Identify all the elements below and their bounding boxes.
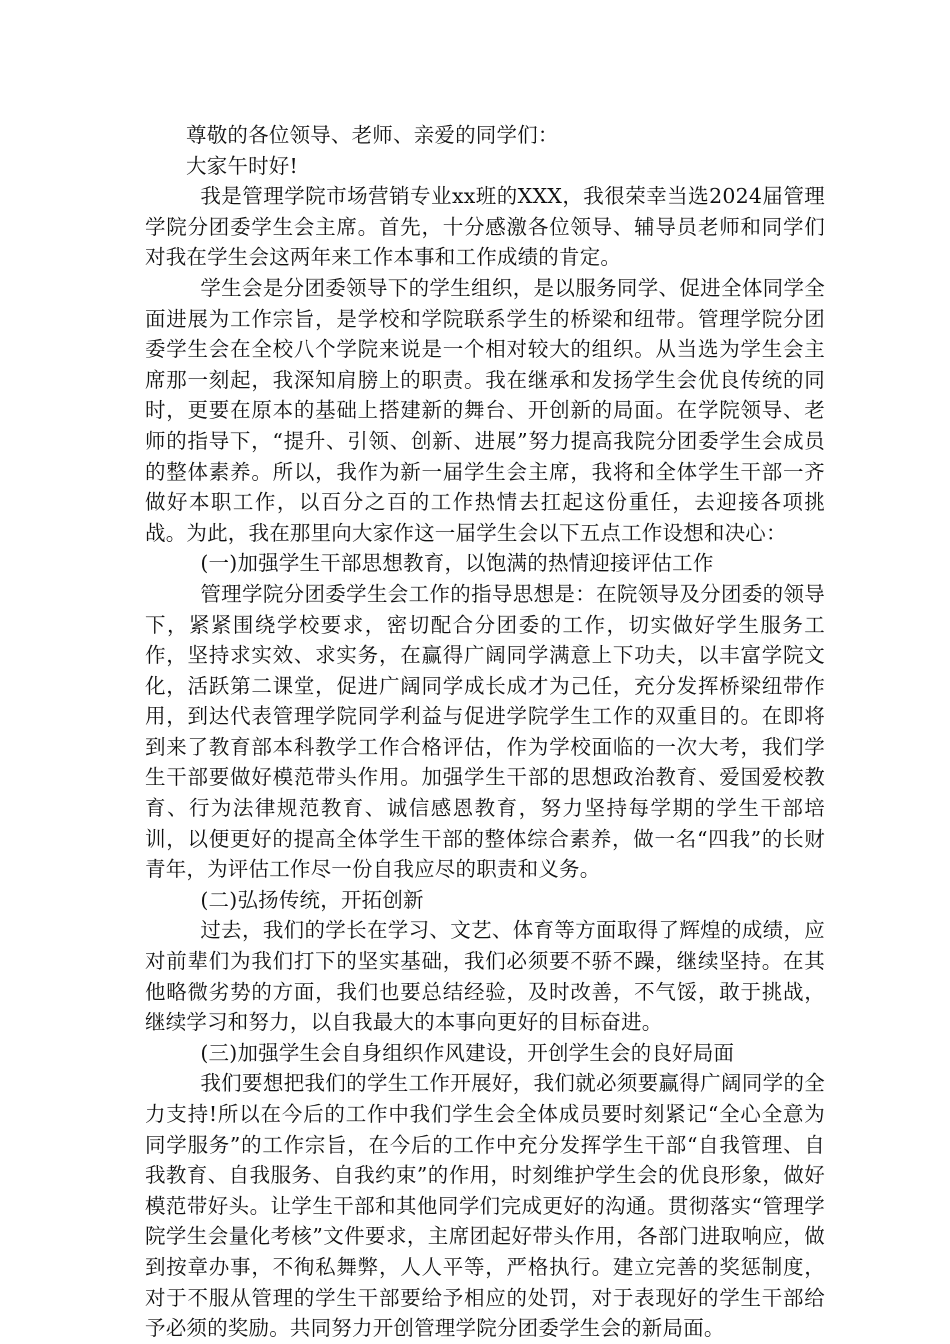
paragraph-organization: 我们要想把我们的学生工作开展好，我们就必须要赢得广阔同学的全力支持!所以在今后的工作中我们学生会全体成员要时刻紧记“全心全意为同学服务”的工作宗旨，在今后的工作中充分发挥学生干部“自我管理、自我教育、自我服务、自我约束”的作用，时刻维护学生会的优良形象，做好模范带好头。让学生干部和其他同学们完成更好的沟通。贯彻落实“管理学院学生会量化考核”文件要求，主席团起好带头作用，各部门进取响应，做到按章办事，不徇私舞弊，人人平等，严格执行。建立完善的奖惩制度，对于不服从管理的学生干部要给予相应的处罚，对于表现好的学生干部给予必须的奖励。共同努力开创管理学院分团委学生会的新局面。	[145, 1071, 825, 1341]
paragraph-student-union: 学生会是分团委领导下的学生组织，是以服务同学、促进全体同学全面进展为工作宗旨，是学校和学院联系学生的桥梁和纽带。管理学院分团委学生会在全校八个学院来说是一个相对较大的组织。从当选为学生会主席那一刻起，我深知肩膀上的职责。我在继承和发扬学生会优良传统的同时，更要在原本的基础上搭建新的舞台、开创新的局面。在学院领导、老师的指导下，“提升、引领、创新、进展”努力提高我院分团委学生会成员的整体素养。所以，我作为新一届学生会主席，我将和全体学生干部一齐做好本职工作，以百分之百的工作热情去扛起这份重任，去迎接各项挑战。为此，我在那里向大家作这一届学生会以下五点工作设想和决心：	[145, 275, 825, 545]
greeting: 大家午时好!	[186, 153, 298, 178]
paragraph-tradition: 过去，我们的学长在学习、文艺、体育等方面取得了辉煌的成绩，应对前辈们为我们打下的坚实基础，我们必须要不骄不躁，继续坚持。在其他略微劣势的方面，我们也要总结经验，及时改善，不气馁，敢于挑战，继续学习和努力，以自我最大的本事向更好的目标奋进。	[145, 918, 825, 1035]
paragraph-intro: 我是管理学院市场营销专业xx班的XXX，我很荣幸当选2024届管理学院分团委学生会主席。首先，十分感激各位领导、辅导员老师和同学们对我在学生会这两年来工作本事和工作成绩的肯定。	[145, 184, 825, 270]
section-heading-3: (三)加强学生会自身组织作风建设，开创学生会的良好局面	[200, 1040, 735, 1065]
section-heading-1: (一)加强学生干部思想教育，以饱满的热情迎接评估工作	[200, 551, 714, 576]
document-page	[145, 120, 825, 1344]
paragraph-guiding-thought: 管理学院分团委学生会工作的指导思想是：在院领导及分团委的领导下，紧紧围绕学校要求，密切配合分团委的工作，切实做好学生服务工作，坚持求实效、求实务，在赢得广阔同学满意上下功夫，以丰富学院文化，活跃第二课堂，促进广阔同学成长成才为己任，充分发挥桥梁纽带作用，到达代表管理学院同学利益与促进学院学生工作的双重目的。在即将到来了教育部本科教学工作合格评估，作为学校面临的一次大考，我们学生干部要做好模范带头作用。加强学生干部的思想政治教育、爱国爱校教育、行为法律规范教育、诚信感恩教育，努力坚持每学期的学生干部培训，以便更好的提高全体学生干部的整体综合素养，做一名“四我”的长财青年，为评估工作尽一份自我应尽的职责和义务。	[145, 581, 825, 882]
salutation: 尊敬的各位领导、老师、亲爱的同学们：	[186, 123, 559, 147]
section-heading-2: (二)弘扬传统，开拓创新	[200, 887, 424, 912]
